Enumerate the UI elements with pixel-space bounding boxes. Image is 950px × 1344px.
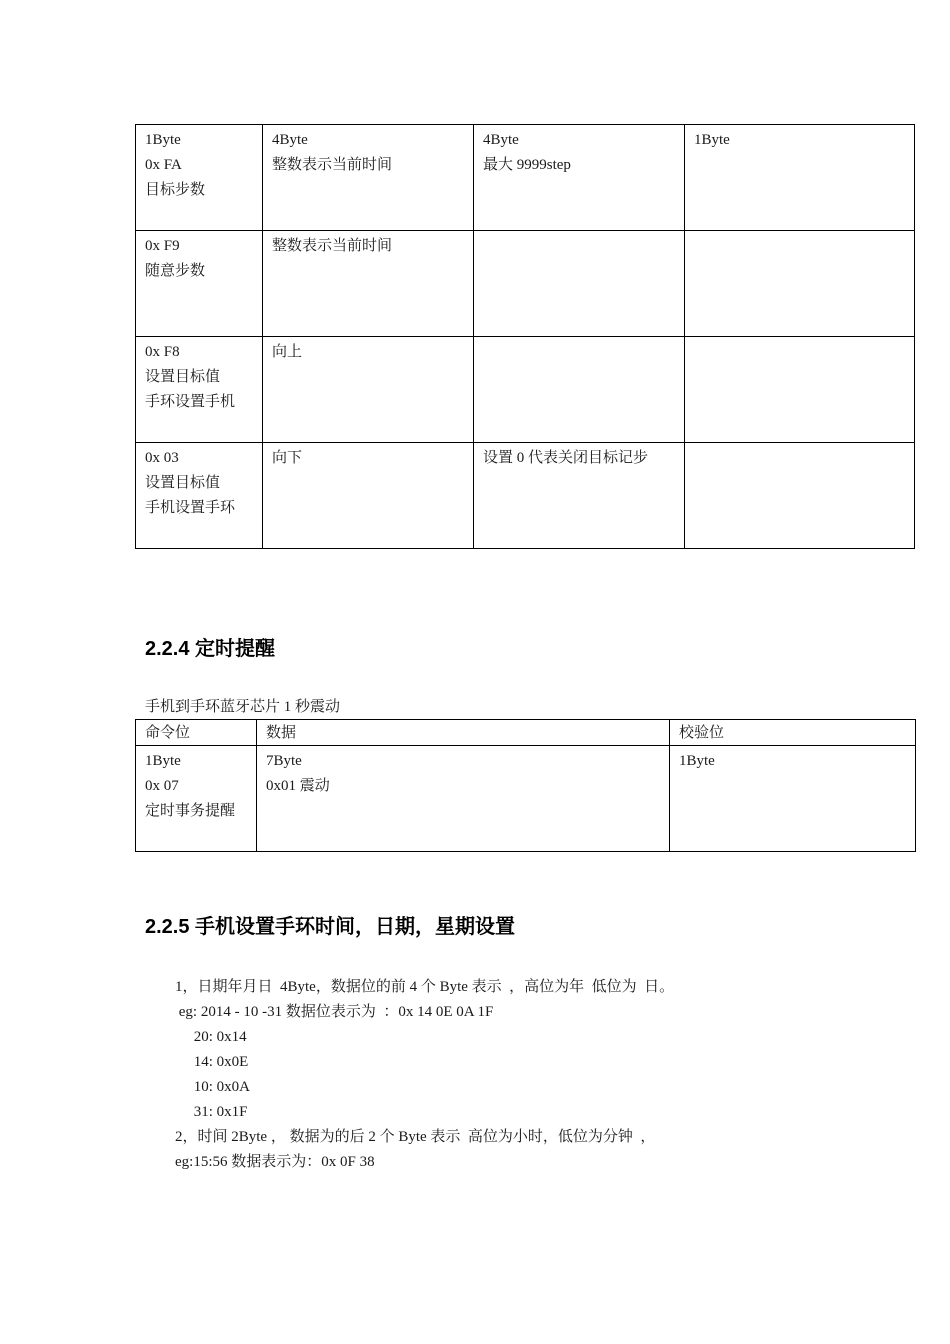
header-label: 校验位 xyxy=(679,725,725,741)
cell-line: 0x 03 xyxy=(145,450,179,466)
cell-line: 1Byte xyxy=(679,753,715,769)
table-cell xyxy=(136,231,263,337)
table-row xyxy=(136,443,915,549)
table-header-cell xyxy=(136,720,257,746)
table-cell xyxy=(136,125,263,231)
note-line: 1，日期年月日 4Byte，数据位的前 4 个 Byte 表示 ，高位为年 低位为 日。 xyxy=(175,979,675,995)
cell-line: 定时事务提醒 xyxy=(145,803,236,819)
table-cell xyxy=(474,337,685,443)
cell-line: 手环设置手机 xyxy=(145,394,236,410)
time-date-notes xyxy=(175,975,674,1175)
section-heading-225: 2.2.5 手机设置手环时间，日期，星期设置 xyxy=(145,916,516,938)
cell-line: 0x F9 xyxy=(145,238,180,254)
table-cell xyxy=(136,337,263,443)
table-header-cell xyxy=(670,720,916,746)
cell-line: 最大 9999step xyxy=(483,157,571,173)
table-header-row xyxy=(136,720,916,746)
note-line: 31: 0x1F xyxy=(175,1104,248,1120)
cell-line: 整数表示当前时间 xyxy=(272,238,393,254)
note-line: eg:15:56 数据表示为：0x 0F 38 xyxy=(175,1154,375,1170)
cell-line: 随意步数 xyxy=(145,263,206,279)
table-header-cell xyxy=(257,720,670,746)
cell-line: 0x FA xyxy=(145,157,182,173)
table-row xyxy=(136,746,916,852)
cell-line: 7Byte xyxy=(266,753,302,769)
cell-line: 设置 0 代表关闭目标记步 xyxy=(483,450,649,466)
table-cell xyxy=(136,746,257,852)
cell-line: 1Byte xyxy=(145,132,181,148)
table-row xyxy=(136,337,915,443)
table-cell xyxy=(263,231,474,337)
cell-line: 4Byte xyxy=(483,132,519,148)
table-cell xyxy=(263,125,474,231)
table-cell xyxy=(670,746,916,852)
note-line: eg: 2014 - 10 -31 数据位表示为 ：0x 14 0E 0A 1F xyxy=(175,1004,494,1020)
table-cell xyxy=(685,443,915,549)
table-cell xyxy=(136,443,263,549)
cell-line: 设置目标值 xyxy=(145,475,221,491)
cell-line: 0x01 震动 xyxy=(266,778,330,794)
table-row xyxy=(136,125,915,231)
note-line: 14: 0x0E xyxy=(175,1054,249,1070)
cell-line: 4Byte xyxy=(272,132,308,148)
note-line: 20: 0x14 xyxy=(175,1029,247,1045)
header-label: 命令位 xyxy=(145,725,191,741)
cell-line: 目标步数 xyxy=(145,182,206,198)
cell-line: 1Byte xyxy=(694,132,730,148)
section-heading-224: 2.2.4 定时提醒 xyxy=(145,638,276,660)
table-cell xyxy=(685,337,915,443)
table-caption: 手机到手环蓝牙芯片 1 秒震动 xyxy=(145,699,341,715)
header-label: 数据 xyxy=(266,725,297,741)
table-cell xyxy=(685,231,915,337)
cell-line: 整数表示当前时间 xyxy=(272,157,393,173)
cell-line: 向上 xyxy=(272,344,303,360)
table-cell xyxy=(263,443,474,549)
note-line: 2，时间 2Byte ， 数据为的后 2 个 Byte 表示 高位为小时，低位为分钟 ， xyxy=(175,1129,656,1145)
table-row xyxy=(136,231,915,337)
cell-line: 1Byte xyxy=(145,753,181,769)
table-cell xyxy=(474,231,685,337)
timer-reminder-table xyxy=(135,719,916,852)
cell-line: 0x 07 xyxy=(145,778,179,794)
table-cell xyxy=(474,443,685,549)
cell-line: 向下 xyxy=(272,450,303,466)
table-cell xyxy=(685,125,915,231)
table-cell xyxy=(474,125,685,231)
table-cell xyxy=(263,337,474,443)
step-command-table xyxy=(135,124,915,549)
cell-line: 手机设置手环 xyxy=(145,500,236,516)
cell-line: 0x F8 xyxy=(145,344,180,360)
table-cell xyxy=(257,746,670,852)
note-line: 10: 0x0A xyxy=(175,1079,250,1095)
cell-line: 设置目标值 xyxy=(145,369,221,385)
